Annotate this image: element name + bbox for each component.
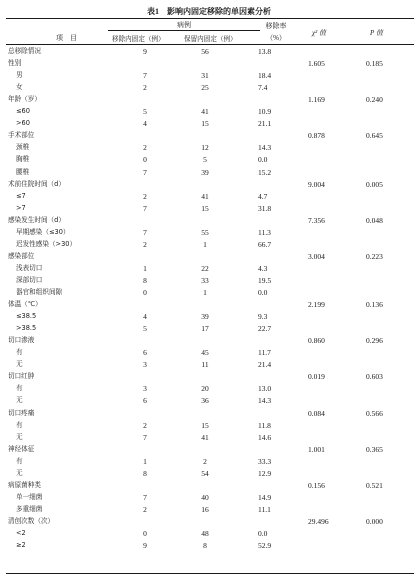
row-label: 感染部位 xyxy=(8,251,35,260)
table-row xyxy=(0,371,418,382)
row-sublabel: 浅表切口 xyxy=(16,263,43,272)
removed-count: 9 xyxy=(143,541,147,551)
removal-rate: 14.9 xyxy=(258,492,272,502)
table-row xyxy=(0,420,418,431)
retained-count: 16 xyxy=(201,504,209,514)
row-sublabel: 深部切口 xyxy=(16,275,43,284)
removal-rate: 0.0 xyxy=(258,288,268,297)
removal-rate: 4.7 xyxy=(258,191,268,201)
header-rate: 移除率 xyxy=(265,22,287,30)
table-row xyxy=(0,130,418,141)
chi2-value: 0.860 xyxy=(308,336,325,346)
removed-count: 3 xyxy=(143,360,147,370)
bottom-rule xyxy=(6,573,414,574)
table-row xyxy=(0,251,418,262)
retained-count: 15 xyxy=(201,420,209,430)
table-row xyxy=(0,239,418,250)
header-retained: 保留内固定（例） xyxy=(184,35,237,43)
retained-count: 55 xyxy=(201,227,209,237)
table-number: 表1 xyxy=(147,7,159,16)
row-label: 年龄（岁） xyxy=(8,95,41,104)
table-row xyxy=(0,468,418,479)
row-sublabel: 无 xyxy=(16,360,23,369)
removal-rate: 14.3 xyxy=(258,396,272,406)
p-value: 0.185 xyxy=(366,59,383,69)
removal-rate: 11.8 xyxy=(258,420,271,430)
row-label: 感染发生时间（d） xyxy=(8,215,65,224)
row-sublabel: ≤7 xyxy=(16,191,26,200)
removal-rate: 10.9 xyxy=(258,107,272,117)
table-row xyxy=(0,94,418,105)
row-label: 切口红肿 xyxy=(8,372,35,381)
retained-count: 5 xyxy=(203,155,207,165)
table-row xyxy=(0,395,418,406)
table-row xyxy=(0,263,418,274)
header-rate-unit: （%） xyxy=(266,34,286,42)
removal-rate: 66.7 xyxy=(258,239,272,249)
retained-count: 56 xyxy=(201,47,209,56)
table-row xyxy=(0,227,418,238)
table-row xyxy=(0,359,418,370)
p-value: 0.296 xyxy=(366,336,383,346)
removal-rate: 31.8 xyxy=(258,203,272,213)
row-sublabel: ≥2 xyxy=(16,541,26,550)
row-label: 神经体征 xyxy=(8,444,35,453)
row-sublabel: 有 xyxy=(16,348,23,357)
table-row xyxy=(0,540,418,551)
row-sublabel: 颈椎 xyxy=(16,143,30,152)
table-row xyxy=(0,311,418,322)
removal-rate: 15.2 xyxy=(258,167,272,177)
retained-count: 41 xyxy=(201,191,209,201)
row-sublabel: 单一细菌 xyxy=(16,492,43,501)
row-sublabel: 无 xyxy=(16,468,23,477)
removed-count: 2 xyxy=(143,143,147,153)
removed-count: 1 xyxy=(143,263,147,273)
row-sublabel: 无 xyxy=(16,396,23,405)
removal-rate: 11.1 xyxy=(258,504,271,514)
removal-rate: 13.8 xyxy=(258,47,272,56)
retained-count: 40 xyxy=(201,492,209,502)
retained-count: 41 xyxy=(201,107,209,117)
retained-count: 17 xyxy=(201,324,209,334)
removed-count: 8 xyxy=(143,275,147,285)
removal-rate: 0.0 xyxy=(258,155,268,165)
chi2-value: 1.169 xyxy=(308,95,325,105)
chi2-value: 2.199 xyxy=(308,300,325,310)
row-sublabel: >38.5 xyxy=(16,324,37,333)
row-label: 体温（℃） xyxy=(8,300,42,309)
row-label: 总移除情况 xyxy=(8,47,41,55)
removed-count: 7 xyxy=(143,227,147,237)
table-row xyxy=(0,528,418,539)
p-value: 0.566 xyxy=(366,408,383,418)
p-value: 0.048 xyxy=(366,215,383,225)
removed-count: 0 xyxy=(143,529,147,538)
removed-count: 6 xyxy=(143,396,147,406)
removed-count: 9 xyxy=(143,47,147,56)
row-label: 手术部位 xyxy=(8,131,35,140)
p-value: 0.603 xyxy=(366,372,383,382)
removed-count: 4 xyxy=(143,312,147,322)
table-row xyxy=(0,480,418,491)
removal-rate: 11.7 xyxy=(258,348,271,358)
row-sublabel: 无 xyxy=(16,432,23,441)
removed-count: 2 xyxy=(143,239,147,249)
removal-rate: 11.3 xyxy=(258,227,271,237)
retained-count: 54 xyxy=(201,468,209,478)
removal-rate: 14.3 xyxy=(258,143,272,153)
row-sublabel: 女 xyxy=(16,83,23,92)
removed-count: 7 xyxy=(143,492,147,502)
row-sublabel: 有 xyxy=(16,384,23,393)
table-row xyxy=(0,179,418,190)
retained-count: 41 xyxy=(201,432,209,442)
retained-count: 25 xyxy=(201,83,209,93)
row-sublabel: 腰椎 xyxy=(16,167,30,176)
p-value: 0.136 xyxy=(366,300,383,310)
removal-rate: 52.9 xyxy=(258,541,272,551)
removal-rate: 18.4 xyxy=(258,71,272,81)
table-row xyxy=(0,444,418,455)
table-caption: 影响内固定移除的单因素分析 xyxy=(167,7,271,16)
retained-count: 33 xyxy=(201,275,209,285)
chi2-value: 0.019 xyxy=(308,372,325,382)
retained-count: 20 xyxy=(201,384,209,394)
removed-count: 7 xyxy=(143,167,147,177)
chi2-value: 0.156 xyxy=(308,480,325,490)
table-row xyxy=(0,516,418,527)
removed-count: 3 xyxy=(143,384,147,394)
removed-count: 7 xyxy=(143,203,147,213)
removal-rate: 14.6 xyxy=(258,432,272,442)
removed-count: 2 xyxy=(143,420,147,430)
row-sublabel: 有 xyxy=(16,456,23,465)
retained-count: 11 xyxy=(201,360,209,370)
removal-rate: 22.7 xyxy=(258,324,272,334)
table-row xyxy=(0,46,418,57)
table-row xyxy=(0,191,418,202)
removed-count: 0 xyxy=(143,155,147,165)
table-row xyxy=(0,383,418,394)
removal-rate: 12.9 xyxy=(258,468,272,478)
removal-rate: 0.0 xyxy=(258,529,268,538)
retained-count: 1 xyxy=(203,288,207,297)
header-cases: 病例 xyxy=(177,21,191,29)
removed-count: 0 xyxy=(143,288,147,297)
chi2-value: 0.878 xyxy=(308,131,325,141)
retained-count: 39 xyxy=(201,167,209,177)
header-rule xyxy=(6,44,414,45)
table-title xyxy=(0,6,418,17)
table-row xyxy=(0,492,418,503)
p-value: 0.365 xyxy=(366,444,383,454)
retained-count: 39 xyxy=(201,312,209,322)
row-label: 切口疼痛 xyxy=(8,408,35,417)
row-sublabel: 胸椎 xyxy=(16,155,30,164)
retained-count: 1 xyxy=(203,239,207,249)
removal-rate: 21.4 xyxy=(258,360,272,370)
retained-count: 48 xyxy=(201,529,209,538)
removed-count: 4 xyxy=(143,119,147,129)
retained-count: 15 xyxy=(201,119,209,129)
table-row xyxy=(0,347,418,358)
table-row xyxy=(0,287,418,298)
header-item: 项 目 xyxy=(56,34,77,42)
table-row xyxy=(0,408,418,419)
table-row xyxy=(0,142,418,153)
p-value: 0.645 xyxy=(366,131,383,141)
p-value: 0.240 xyxy=(366,95,383,105)
removed-count: 2 xyxy=(143,504,147,514)
removal-rate: 19.5 xyxy=(258,275,272,285)
table-row xyxy=(0,154,418,165)
chi2-value: 3.004 xyxy=(308,251,325,261)
table-row xyxy=(0,275,418,286)
table-row xyxy=(0,58,418,69)
chi2-value: 1.001 xyxy=(308,444,325,454)
p-value: 0.000 xyxy=(366,516,383,526)
header-removed: 移除内固定（例） xyxy=(112,35,165,43)
row-label: 术前住院时间（d） xyxy=(8,179,65,188)
retained-count: 8 xyxy=(203,541,207,551)
p-value: 0.521 xyxy=(366,480,383,490)
header-p: P 值 xyxy=(370,29,383,37)
table-row xyxy=(0,335,418,346)
retained-count: 45 xyxy=(201,348,209,358)
chi2-value: 9.004 xyxy=(308,179,325,189)
retained-count: 36 xyxy=(201,396,209,406)
removal-rate: 9.3 xyxy=(258,312,268,322)
removed-count: 7 xyxy=(143,71,147,81)
top-rule xyxy=(6,18,414,19)
retained-count: 22 xyxy=(201,263,209,273)
row-sublabel: ≤38.5 xyxy=(16,312,37,321)
retained-count: 2 xyxy=(203,456,207,466)
row-sublabel: >7 xyxy=(16,203,26,212)
removal-rate: 21.1 xyxy=(258,119,272,129)
removed-count: 7 xyxy=(143,432,147,442)
chi2-value: 7.356 xyxy=(308,215,325,225)
removal-rate: 7.4 xyxy=(258,83,268,93)
removal-rate: 33.3 xyxy=(258,456,272,466)
row-sublabel: 早期感染（≤30） xyxy=(16,227,70,236)
removed-count: 8 xyxy=(143,468,147,478)
table-row xyxy=(0,82,418,93)
table-row xyxy=(0,118,418,129)
retained-count: 15 xyxy=(201,203,209,213)
table-row xyxy=(0,432,418,443)
retained-count: 31 xyxy=(201,71,209,81)
table-row xyxy=(0,299,418,310)
chi2-value: 29.496 xyxy=(308,516,329,526)
removal-rate: 13.0 xyxy=(258,384,272,394)
row-sublabel: <2 xyxy=(16,529,26,537)
table-row xyxy=(0,215,418,226)
removal-rate: 4.3 xyxy=(258,263,268,273)
row-sublabel: 男 xyxy=(16,71,23,80)
row-sublabel: 器官和组织间隙 xyxy=(16,288,63,296)
table-row xyxy=(0,456,418,467)
row-sublabel: 多重细菌 xyxy=(16,504,43,513)
header-subrule xyxy=(108,30,260,31)
removed-count: 5 xyxy=(143,324,147,334)
retained-count: 12 xyxy=(201,143,209,153)
chi2-value: 1.605 xyxy=(308,59,325,69)
removed-count: 2 xyxy=(143,191,147,201)
table-row xyxy=(0,167,418,178)
p-value: 0.005 xyxy=(366,179,383,189)
chi2-value: 0.084 xyxy=(308,408,325,418)
removed-count: 5 xyxy=(143,107,147,117)
header-chi2: χ² 值 xyxy=(312,29,326,37)
row-label: 切口渗液 xyxy=(8,336,35,345)
table-row xyxy=(0,323,418,334)
table-row xyxy=(0,203,418,214)
row-sublabel: 有 xyxy=(16,420,23,429)
p-value: 0.223 xyxy=(366,251,383,261)
row-sublabel: ≤60 xyxy=(16,107,30,116)
removed-count: 6 xyxy=(143,348,147,358)
removed-count: 2 xyxy=(143,83,147,93)
row-sublabel: >60 xyxy=(16,119,30,128)
table-row xyxy=(0,504,418,515)
removed-count: 1 xyxy=(143,456,147,466)
row-label: 清创次数（次） xyxy=(8,516,55,525)
row-sublabel: 迟发性感染（>30） xyxy=(16,239,77,248)
row-label: 性别 xyxy=(8,59,22,68)
table-row xyxy=(0,70,418,81)
table-row xyxy=(0,106,418,117)
row-label: 病原菌种类 xyxy=(8,480,41,489)
